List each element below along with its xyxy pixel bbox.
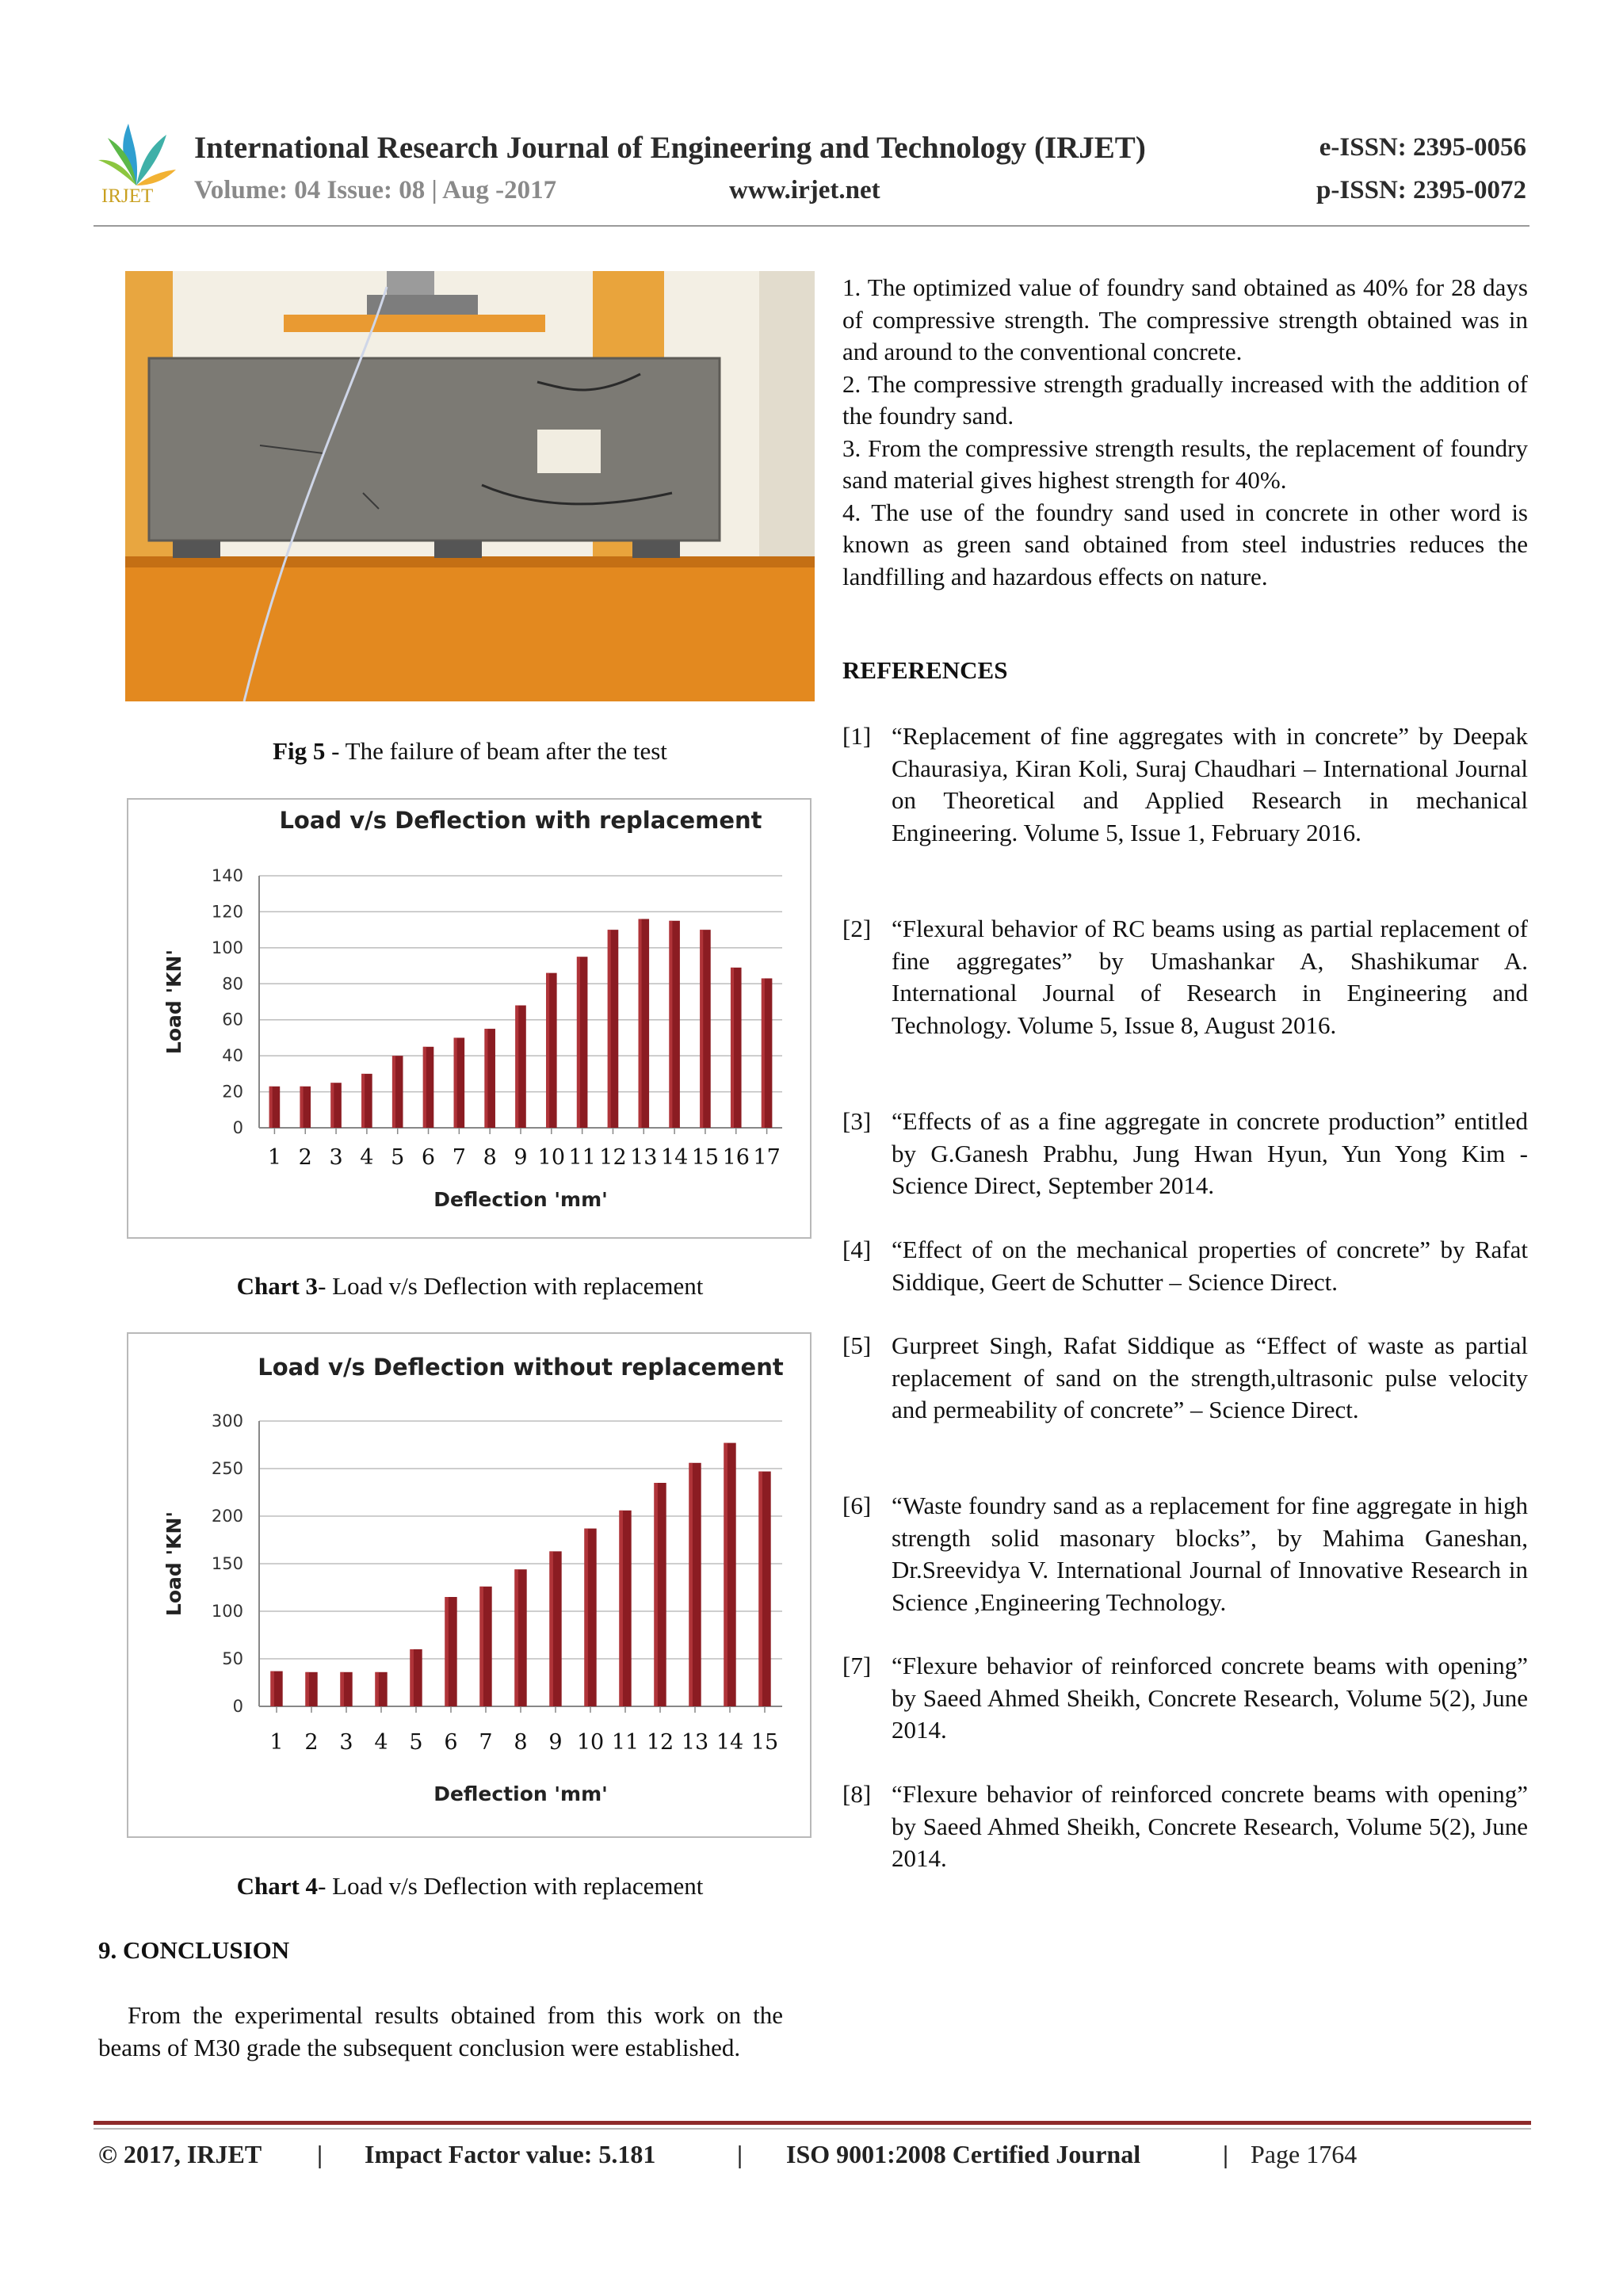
x-tick-label: 13 — [681, 1730, 709, 1755]
reference-item — [842, 720, 1528, 849]
y-tick-label: 200 — [211, 1507, 243, 1526]
bar-highlight — [410, 1649, 414, 1706]
footer-copyright: © 2017, IRJET — [98, 2140, 262, 2168]
x-tick-label: 17 — [753, 1145, 781, 1170]
p-issn: p-ISSN: 2395-0072 — [1316, 176, 1526, 204]
findings-list — [842, 272, 1528, 593]
reference-number: [4] — [842, 1236, 872, 1263]
bar-highlight — [619, 1511, 623, 1706]
reference-item — [842, 1330, 1528, 1427]
y-tick-label: 0 — [232, 1118, 243, 1137]
beam-failure-photo — [125, 271, 815, 701]
bar-highlight — [654, 1483, 658, 1706]
footer-impact-factor: Impact Factor value: 5.181 — [365, 2140, 656, 2168]
footer-separator: | — [1223, 2140, 1229, 2168]
reference-text: “Flexural behavior of RC beams using as partial replacement of fine aggregates” by Umashankar A, Shashikumar A. International Journal of Research in Engineering and Technology. Volume 5, Issue 8, August 2016. — [892, 915, 1528, 1039]
finding-item: 2. The compressive strength gradually increased with the addition of the foundry sand. — [842, 369, 1528, 430]
references-heading: REFERENCES — [842, 656, 1008, 684]
x-tick-label: 7 — [479, 1730, 493, 1755]
x-tick-label: 1 — [267, 1145, 282, 1170]
journal-website: www.irjet.net — [729, 176, 880, 204]
x-tick-label: 8 — [483, 1145, 497, 1170]
bar-highlight — [392, 1056, 395, 1128]
x-tick-label: 13 — [630, 1145, 658, 1170]
x-tick-label: 16 — [722, 1145, 750, 1170]
x-tick-label: 15 — [691, 1145, 720, 1170]
bar-highlight — [515, 1006, 518, 1128]
bar-highlight — [577, 957, 580, 1128]
header-divider — [94, 225, 1529, 227]
finding-item: 3. From the compressive strength results, the replacement of foundry sand material gives highest strength for 40%. — [842, 434, 1528, 494]
reference-number: [5] — [842, 1331, 872, 1359]
journal-logo — [94, 117, 179, 211]
bar-highlight — [608, 930, 611, 1128]
bar-highlight — [731, 968, 734, 1128]
footer-divider — [94, 2121, 1531, 2125]
bar-highlight — [375, 1672, 379, 1706]
x-tick-label: 9 — [548, 1730, 563, 1755]
y-tick-label: 150 — [211, 1554, 243, 1573]
x-tick-label: 7 — [452, 1145, 466, 1170]
x-tick-label: 6 — [444, 1730, 458, 1755]
reference-text: “Replacement of fine aggregates with in concrete” by Deepak Chaurasiya, Kiran Koli, Suraj Chaudhari – International Journal on Theoretical and Applied Research in mechanical Engineering. Volume 5, Issue 1, February 2016. — [892, 722, 1528, 846]
chart-4-label: Chart 4 — [236, 1872, 319, 1900]
x-tick-label: 15 — [750, 1730, 779, 1755]
reference-item — [842, 1234, 1528, 1298]
reference-number: [1] — [842, 722, 872, 750]
figure-5-caption-text: - The failure of beam after the test — [325, 737, 667, 765]
reference-text: Gurpreet Singh, Rafat Siddique as “Effect of waste as partial replacement of sand on the strength,ultrasonic pulse velocity and permeability of concrete” – Science Direct. — [892, 1331, 1528, 1423]
x-tick-label: 10 — [537, 1145, 566, 1170]
bar-highlight — [584, 1529, 588, 1706]
x-tick-label: 6 — [421, 1145, 436, 1170]
reference-item — [842, 1490, 1528, 1618]
reference-number: [2] — [842, 915, 872, 942]
bar-highlight — [340, 1672, 344, 1706]
figure-5-caption — [125, 737, 815, 766]
y-tick-label: 300 — [211, 1412, 243, 1431]
x-tick-label: 11 — [611, 1730, 640, 1755]
chart-3-caption — [125, 1272, 815, 1301]
bar-highlight — [762, 978, 765, 1128]
y-tick-label: 40 — [222, 1046, 243, 1066]
finding-item: 4. The use of the foundry sand used in concrete in other word is known as green sand obtained from steel industries reduces the landfilling and hazardous effects on nature. — [842, 498, 1528, 590]
reference-text: “Flexure behavior of reinforced concrete beams with opening” by Saeed Ahmed Sheikh, Concrete Research, Volume 5(2), June 2014. — [892, 1780, 1528, 1872]
bar-highlight — [305, 1672, 309, 1706]
bar-highlight — [361, 1074, 365, 1128]
x-tick-label: 4 — [360, 1145, 374, 1170]
y-axis-label: Load 'KN' — [162, 1511, 185, 1617]
reference-item — [842, 1778, 1528, 1875]
y-tick-label: 100 — [211, 1602, 243, 1621]
chart-4-svg — [128, 1334, 810, 1836]
bar-highlight — [454, 1037, 457, 1128]
reference-text: “Flexure behavior of reinforced concrete beams with opening” by Saeed Ahmed Sheikh, Concrete Research, Volume 5(2), June 2014. — [892, 1652, 1528, 1744]
footer-divider-thin — [94, 2128, 1531, 2130]
chart-3-svg — [128, 800, 810, 1237]
bar-highlight — [724, 1443, 727, 1706]
bar-highlight — [758, 1472, 762, 1706]
reference-text: “Effect of on the mechanical properties of concrete” by Rafat Siddique, Geert de Schutter – Science Direct. — [892, 1236, 1528, 1296]
figure-5-label: Fig 5 — [273, 737, 326, 765]
bar-highlight — [330, 1083, 334, 1128]
x-axis-label: Deflection 'mm' — [433, 1782, 608, 1805]
x-tick-label: 11 — [568, 1145, 596, 1170]
reference-number: [8] — [842, 1780, 872, 1808]
reference-number: [7] — [842, 1652, 872, 1679]
finding-item: 1. The optimized value of foundry sand obtained as 40% for 28 days of compressive strength. The compressive strength obtained was in and around to the conventional concrete. — [842, 273, 1528, 365]
chart-title: Load v/s Deflection without replacement — [258, 1354, 784, 1381]
bar-highlight — [479, 1587, 483, 1706]
bar-highlight — [423, 1047, 426, 1128]
y-tick-label: 60 — [222, 1010, 243, 1030]
reference-text: “Effects of as a fine aggregate in concrete production” entitled by G.Ganesh Prabhu, Jung Hwan Hyun, Yun Yong Kim - Science Direct, September 2014. — [892, 1107, 1528, 1199]
journal-title: International Research Journal of Engineering and Technology (IRJET) — [194, 131, 1146, 165]
bar-highlight — [445, 1597, 449, 1706]
x-tick-label: 10 — [576, 1730, 605, 1755]
footer-iso: ISO 9001:2008 Certified Journal — [786, 2140, 1141, 2168]
y-tick-label: 100 — [211, 938, 243, 957]
x-tick-label: 3 — [339, 1730, 353, 1755]
logo-text: IRJET — [101, 185, 154, 207]
y-tick-label: 20 — [222, 1082, 243, 1102]
x-tick-label: 12 — [599, 1145, 627, 1170]
chart-4 — [127, 1332, 812, 1838]
x-axis-label: Deflection 'mm' — [433, 1188, 608, 1211]
volume-issue: Volume: 04 Issue: 08 | Aug -2017 — [194, 176, 557, 204]
bar-highlight — [270, 1671, 274, 1706]
x-tick-label: 2 — [298, 1145, 312, 1170]
bar-highlight — [546, 973, 549, 1128]
conclusion-heading: 9. CONCLUSION — [98, 1936, 290, 1964]
e-issn: e-ISSN: 2395-0056 — [1319, 133, 1526, 162]
chart-4-caption — [125, 1872, 815, 1901]
y-tick-label: 120 — [211, 902, 243, 922]
reference-item — [842, 1106, 1528, 1202]
y-tick-label: 0 — [232, 1697, 243, 1716]
x-tick-label: 2 — [304, 1730, 319, 1755]
conclusion-text: From the experimental results obtained from this work on the beams of M30 grade the subsequent conclusion were established. — [98, 2001, 783, 2061]
chart-4-caption-text: - Load v/s Deflection with replacement — [318, 1872, 704, 1900]
chart-3 — [127, 798, 812, 1239]
y-tick-label: 140 — [211, 866, 243, 885]
chart-3-caption-text: - Load v/s Deflection with replacement — [318, 1272, 704, 1300]
footer-page-number: Page 1764 — [1251, 2140, 1358, 2168]
reference-item — [842, 1650, 1528, 1747]
bar-highlight — [549, 1551, 553, 1706]
x-tick-label: 14 — [716, 1730, 744, 1755]
bar-highlight — [514, 1569, 518, 1706]
reference-item — [842, 913, 1528, 1041]
chart-title: Load v/s Deflection with replacement — [279, 807, 762, 834]
footer-separator: | — [317, 2140, 323, 2168]
bar-highlight — [689, 1463, 693, 1706]
y-tick-label: 50 — [222, 1649, 243, 1668]
bar-highlight — [669, 921, 672, 1128]
y-tick-label: 250 — [211, 1459, 243, 1478]
reference-number: [3] — [842, 1107, 872, 1135]
chart-3-label: Chart 3 — [236, 1272, 319, 1300]
x-tick-label: 5 — [409, 1730, 423, 1755]
x-tick-label: 12 — [646, 1730, 674, 1755]
reference-text: “Waste foundry sand as a replacement for fine aggregate in high strength solid masonary blocks”, by Mahima Ganeshan, Dr.Sreevidya V. International Journal of Innovative Research in Science ,Engineering Technology. — [892, 1492, 1528, 1616]
x-tick-label: 1 — [269, 1730, 284, 1755]
x-tick-label: 3 — [329, 1145, 343, 1170]
footer-separator: | — [737, 2140, 743, 2168]
x-tick-label: 4 — [374, 1730, 388, 1755]
y-axis-label: Load 'KN' — [162, 949, 185, 1055]
bar-highlight — [639, 919, 642, 1128]
bar-highlight — [700, 930, 703, 1128]
x-tick-label: 14 — [660, 1145, 689, 1170]
y-tick-label: 80 — [222, 974, 243, 994]
x-tick-label: 9 — [514, 1145, 528, 1170]
bar-highlight — [484, 1029, 487, 1128]
x-tick-label: 5 — [391, 1145, 405, 1170]
x-tick-label: 8 — [514, 1730, 528, 1755]
reference-number: [6] — [842, 1492, 872, 1519]
bar-highlight — [300, 1087, 303, 1128]
bar-highlight — [269, 1087, 273, 1128]
